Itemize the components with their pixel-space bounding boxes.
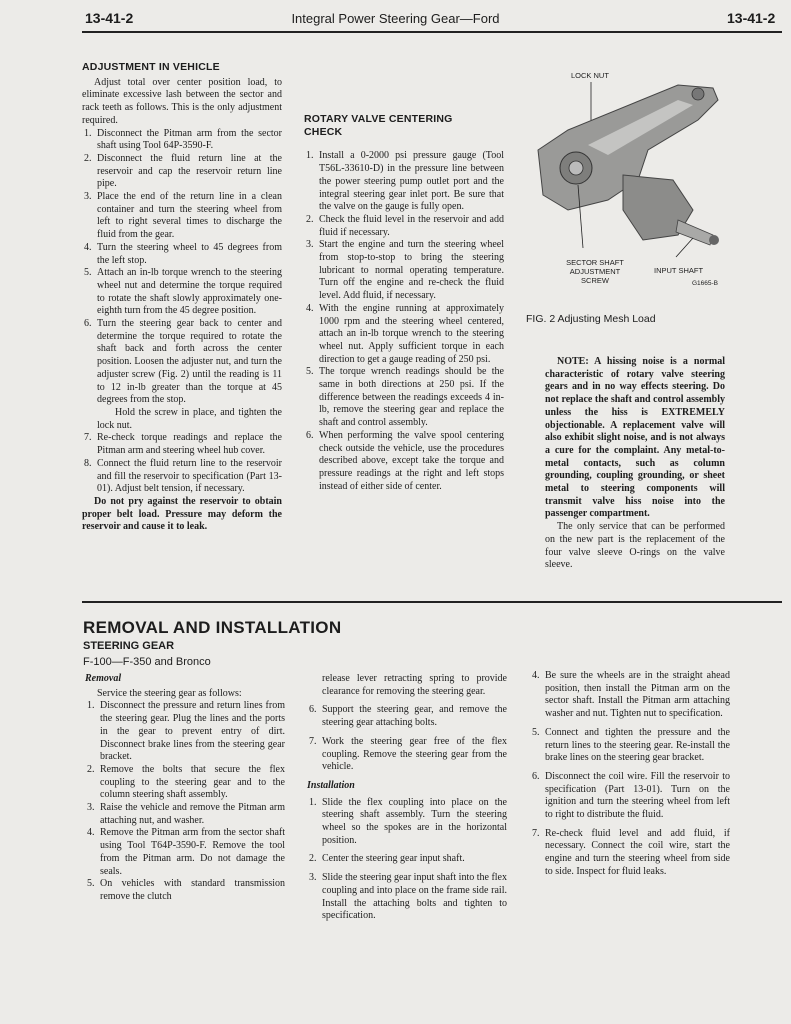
list-item: 1. Install a 0-2000 psi pressure gauge (Tool T56L-33610-D) in the pressure line between the power steering pump outlet port and the integral steering gear inlet port. Be sure that the valve on the gauge is fully open. [306, 150, 504, 213]
list-item: 7. Work the steering gear free of the flex coupling. Remove the steering gear from the vehicle. [309, 735, 507, 773]
adjustment-section [82, 61, 282, 534]
removal-col1 [85, 673, 285, 904]
list-item: 7. Re-check torque readings and replace the Pitman arm and steering wheel hub cover. [84, 432, 282, 457]
removal-label: Removal [85, 673, 122, 684]
list-item: 2. Check the fluid level in the reservoir and add fluid if necessary. [306, 213, 504, 238]
list-item: 5. Attach an in-lb torque wrench to the steering wheel nut and determine the torque required to rotate the shaft slowly approximately one-eighth turn from the 45 degree position. [84, 267, 282, 317]
page-title: Integral Power Steering Gear—Ford [291, 11, 500, 26]
list-item: 2. Disconnect the fluid return line at the reservoir and cap the reservoir return line pipe. [84, 152, 282, 190]
list-item: 3. Place the end of the return line in a clean container and turn the steering wheel from left to right several times to discharge the fluid from the gear. [84, 191, 282, 241]
removal-col3 [530, 670, 730, 879]
removal-steps [85, 700, 285, 903]
adjustment-heading: ADJUSTMENT IN VEHICLE [82, 61, 220, 73]
list-item: 5. On vehicles with standard transmission remove the clutch [87, 878, 285, 902]
removal-steps-cont [307, 704, 507, 774]
header-rule [82, 31, 782, 33]
rotary-steps [304, 150, 504, 493]
list-item: 1. Slide the flex coupling into place on the steering shaft assembly. Turn the steering wheel so the spokes are in the horizontal position. [309, 796, 507, 846]
removal-intro: Service the steering gear as follows: [97, 687, 242, 699]
figure-code: G1665-B [692, 280, 719, 287]
list-item: 6. Support the steering gear, and remove the steering gear attaching bolts. [309, 704, 507, 729]
list-item: 2. Center the steering gear input shaft. [309, 853, 465, 865]
list-item: 3. Slide the steering gear input shaft into the flex coupling and into place on the frame side rail. Install the attaching bolts and tighten to specification. [309, 872, 507, 922]
reservoir-warning: Do not pry against the reservoir to obtain proper belt load. Pressure may deform the reservoir and cause it to leak. [82, 495, 282, 533]
list-item: 6. When performing the valve spool centering check outside the vehicle, use the procedures described above, except take the torque and pressure readings at the right and left stops instead of either side of center. [306, 429, 504, 492]
list-item: 3. Raise the vehicle and remove the Pitman arm attaching nut, and washer. [87, 802, 285, 826]
list-item: 1. Disconnect the pressure and return lines from the steering gear. Plug the lines and the ports in the gear to prevent entry of dirt. Disconnect brake lines from the steering gear bracket. [87, 700, 285, 763]
list-item: 4. Remove the Pitman arm from the sector shaft using Tool T64P-3590-F. Remove the tool from the Pitman arm. Do not damage the seals. [87, 827, 285, 877]
figure-caption: FIG. 2 Adjusting Mesh Load [526, 313, 656, 325]
label-input-shaft: INPUT SHAFT [654, 266, 704, 275]
rotary-section [304, 113, 504, 493]
label-sector-shaft: SECTOR SHAFT ADJUSTMENT SCREW [566, 258, 624, 285]
section-rule [82, 601, 782, 603]
step5-continued: release lever retracting spring to provide clearance for removing the steering gear. [322, 673, 507, 697]
label-lock-nut: LOCK NUT [571, 71, 609, 80]
hiss-note [545, 356, 725, 572]
list-item: 6. Disconnect the coil wire. Fill the reservoir to specification (Part 13-01). Turn on the ignition and turn the steering wheel from left to right to distribute the fluid. [532, 770, 730, 821]
adjustment-intro: Adjust total over center position load, to eliminate excessive lash between the sector and rack teeth as follows. This is the only adjustment required. [82, 76, 282, 126]
list-item: 5. The torque wrench readings should be the same in both directions at 250 psi. If the difference between the readings exceeds 4 in-lb, remove the steering gear and replace the shaft and control assembly. [306, 366, 504, 429]
list-item: 2. Remove the bolts that secure the flex coupling to the steering gear and to the column steering shaft assembly. [87, 763, 285, 801]
removal-heading: REMOVAL AND INSTALLATION [83, 618, 342, 637]
hold-screw-text: Hold the screw in place, and tighten the lock nut. [97, 406, 282, 431]
list-item: 4. Be sure the wheels are in the straight ahead position, then install the Pitman arm on the sector shaft. Install the Pitman arm attaching washer and nut. Tighten nut to specification. [532, 670, 730, 720]
rotary-heading-line2: CHECK [304, 125, 343, 138]
install-steps-cont [530, 670, 730, 879]
list-item: 5. Connect and tighten the pressure and the return lines to the steering gear. Re-install the brake lines on the steering gear bracket. [532, 726, 730, 764]
models-subheading: F-100—F-350 and Bronco [83, 656, 211, 668]
installation-label: Installation [307, 779, 355, 791]
adjustment-steps [82, 128, 282, 496]
list-item: 7. Re-check fluid level and add fluid, if necessary. Connect the coil wire, start the engine and turn the steering wheel from side to side. Inspect for fluid leaks. [532, 827, 730, 877]
steering-gear-subheading: STEERING GEAR [83, 640, 175, 652]
list-item: 1. Disconnect the Pitman arm from the sector shaft using Tool 64P-3590-F. [84, 127, 282, 152]
list-item: 6. Turn the steering gear back to center and determine the torque required to rotate the shaft back and forth across the center position. Loosen the adjuster nut, and turn the adjuster screw (Fig. 2) until the reading is 11 to 12 in-lb greater than the torque at 45 degrees from the stop. Hold the screw in place, and tighten the lock nut. [84, 318, 282, 431]
list-item: 4. With the engine running at approximately 1000 rpm and the steering wheel centered, attach an in-lb torque wrench to the steering wheel nut. Apply sufficient torque in each direction to get a gauge reading of 250 psi. [306, 302, 504, 365]
list-item: 3. Start the engine and turn the steering wheel from stop-to-stop to bring the steering lubricant to normal operating temperature. Turn off the engine and re-check the fluid level. Add fluid, if necessary. [306, 239, 504, 302]
note-text: NOTE: A hissing noise is a normal characteristic of rotary valve steering gears and in no way effects steering. Do not replace the shaft and control assembly unless the hiss is EXTREMELY objectionable. A replacement valve will also exhibit slight noise, and is not always a cure for the complaint. Any metal-to-metal contacts, such as column grounding, coupling grounding, or sheet metal to steering components will transmit valve hiss noise into the passenger compartment. [545, 356, 725, 520]
rotary-heading-line1: ROTARY VALVE CENTERING [304, 113, 453, 125]
list-item: 4. Turn the steering wheel to 45 degrees from the left stop. [84, 241, 282, 266]
page-number-left: 13-41-2 [85, 10, 134, 26]
removal-col2 [307, 673, 507, 923]
list-item: 8. Connect the fluid return line to the reservoir and fill the reservoir to specification (Part 13-01). Adjust belt tension, if necessary. [84, 457, 282, 495]
install-steps [307, 797, 507, 923]
page-number-right: 13-41-2 [727, 10, 776, 26]
service-text: The only service that can be performed on the new part is the replacement of the four valve sleeve O-rings on the valve sleeve. [545, 521, 725, 571]
steering-gear-illustration [528, 60, 728, 290]
